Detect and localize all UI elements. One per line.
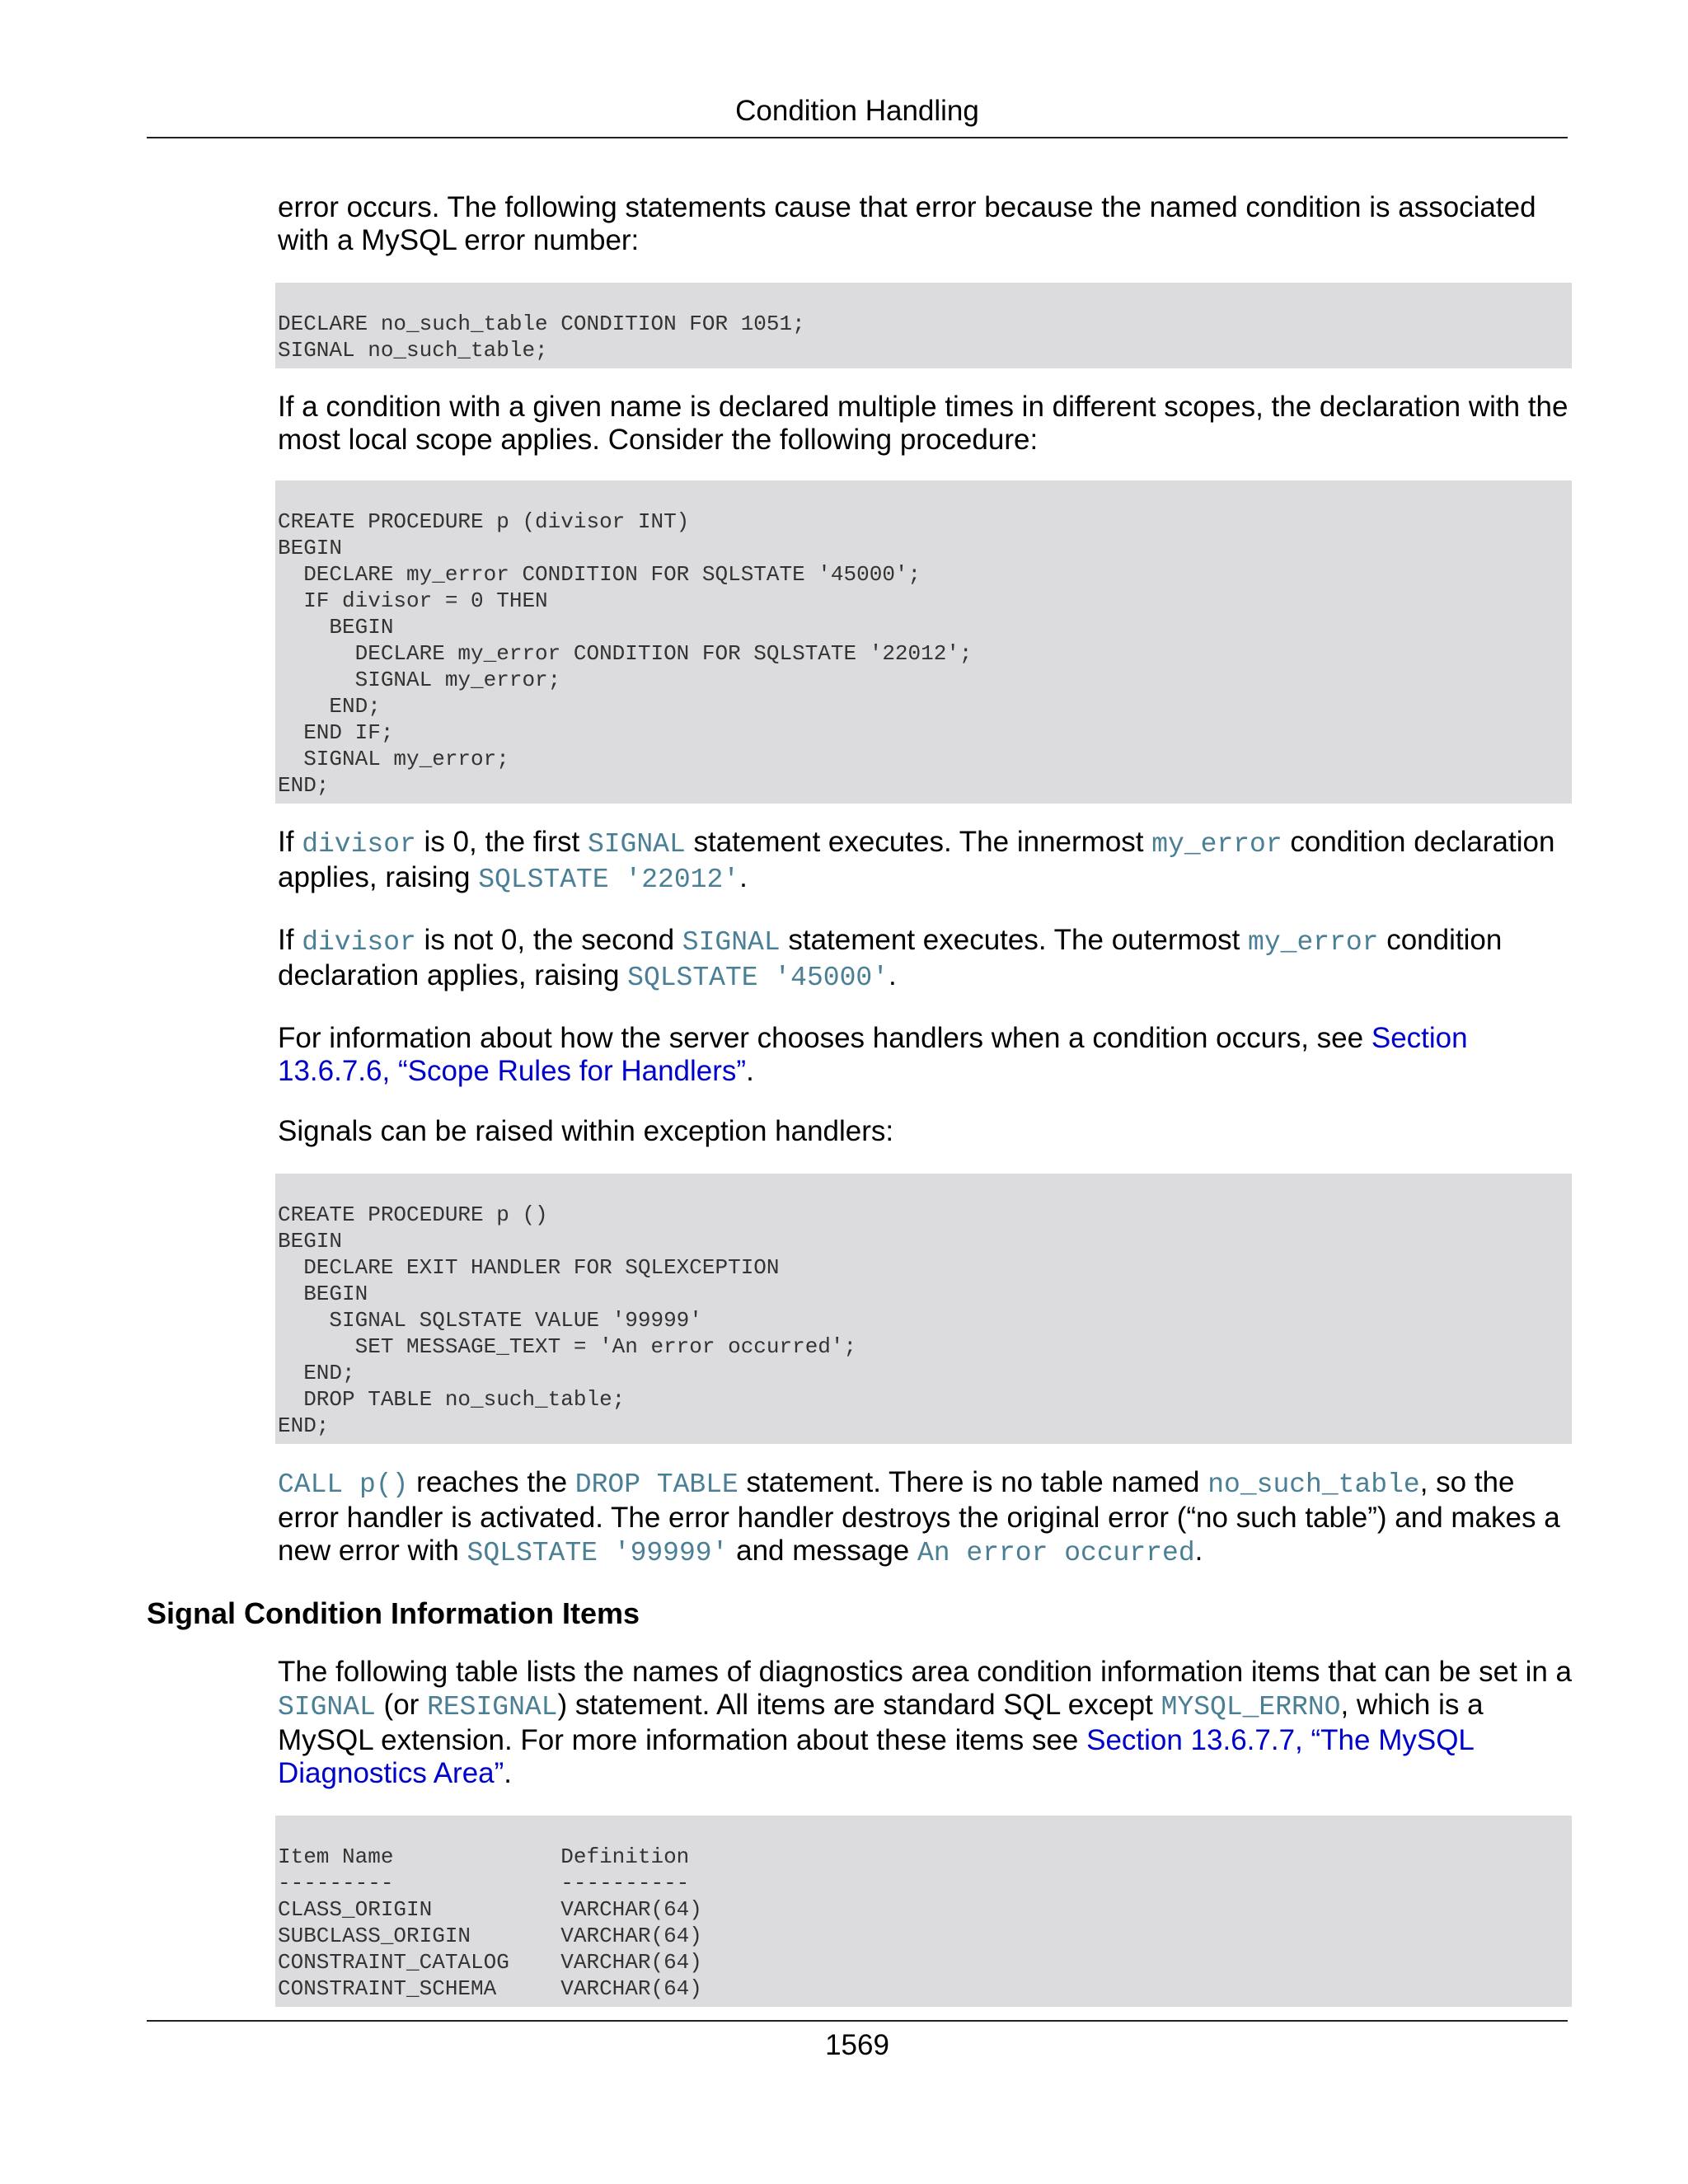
code-block-procedure-divisor: CREATE PROCEDURE p (divisor INT) BEGIN DECLARE my_error CONDITION FOR SQLSTATE '45000'; IF divisor = 0 THEN BEGIN DECLARE my_error CONDITION FOR SQLSTATE '22012'; SIGNAL my_error; END; END IF; SIGNAL my_error; END; — [275, 480, 1572, 804]
code-block-exit-handler: CREATE PROCEDURE p () BEGIN DECLARE EXIT HANDLER FOR SQLEXCEPTION BEGIN SIGNAL SQLSTATE VALUE '99999' SET MESSAGE_TEXT = 'An error occurred'; END; DROP TABLE no_such_table; END; — [275, 1174, 1572, 1444]
text: The following table lists the names of diagnostics area condition information items that can be set in a — [278, 1656, 1573, 1688]
page-content — [147, 191, 1580, 2007]
text: For information about how the server chooses handlers when a condition occurs, see — [278, 1022, 1372, 1054]
code-sqlstate-22012: SQLSTATE '22012' — [478, 865, 740, 895]
paragraph-call-p — [278, 1466, 1580, 1570]
page-footer — [147, 2020, 1568, 2064]
header-title: Condition Handling — [735, 95, 979, 127]
text: If — [278, 826, 302, 858]
paragraph-info-items — [278, 1656, 1580, 1790]
text: condition declaration applies, raising — [278, 826, 1555, 893]
text: statement executes. The outermost — [780, 924, 1249, 956]
code-divisor: divisor — [302, 927, 416, 958]
code-signal: SIGNAL — [278, 1692, 376, 1722]
text: condition declaration applies, raising — [278, 924, 1503, 991]
section-heading: Signal Condition Information Items — [147, 1596, 640, 1630]
code-no-such-table: no_such_table — [1207, 1469, 1420, 1500]
code-resignal: RESIGNAL — [427, 1692, 558, 1722]
text: , so the error handler is activated. The error handler destroys the original error (“no such table”) and makes a new error with — [278, 1466, 1560, 1567]
text: reaches the — [408, 1466, 575, 1498]
paragraph-divisor-zero — [278, 826, 1580, 897]
code-my-error: my_error — [1248, 927, 1379, 958]
text: . — [746, 1055, 754, 1087]
code-sqlstate-99999: SQLSTATE '99999' — [467, 1538, 729, 1568]
paragraph-signals-handlers: Signals can be raised within exception handlers: — [278, 1115, 894, 1147]
code-divisor: divisor — [302, 829, 416, 860]
code-mysql-errno: MYSQL_ERRNO — [1160, 1692, 1341, 1722]
code-signal: SIGNAL — [587, 829, 686, 860]
text: is not 0, the second — [415, 924, 682, 956]
text: . — [1194, 1535, 1203, 1567]
text: . — [739, 861, 748, 893]
code-my-error: my_error — [1151, 829, 1282, 860]
text: . — [889, 959, 897, 991]
code-block-items-table: Item Name Definition --------- ---------- CLASS_ORIGIN VARCHAR(64) SUBCLASS_ORIGIN VARCHAR(64) CONSTRAINT_CATALOG VARCHAR(64) CONSTRAINT_SCHEMA VARCHAR(64) — [275, 1816, 1572, 2007]
paragraph-intro: error occurs. The following statements cause that error because the named condition is associated with a MySQL error number: — [278, 191, 1536, 256]
text: . — [504, 1757, 513, 1789]
code-block-declare-signal: DECLARE no_such_table CONDITION FOR 1051; SIGNAL no_such_table; — [275, 283, 1572, 368]
code-signal: SIGNAL — [682, 927, 781, 958]
code-call-p: CALL p() — [278, 1469, 409, 1500]
text: ) statement. All items are standard SQL except — [557, 1689, 1161, 1721]
paragraph-handlers-info — [278, 1022, 1580, 1088]
page-number: 1569 — [825, 2029, 889, 2061]
page-header — [147, 92, 1568, 138]
text: , which is a MySQL extension. For more information about these items see — [278, 1689, 1484, 1756]
paragraph-divisor-nonzero — [278, 924, 1580, 995]
code-error-message: An error occurred — [917, 1538, 1195, 1568]
code-drop-table: DROP TABLE — [574, 1469, 738, 1500]
text: (or — [375, 1689, 428, 1721]
text: statement executes. The innermost — [685, 826, 1152, 858]
link-diagnostics-area[interactable]: Section 13.6.7.7, “The MySQL Diagnostics Area” — [278, 1724, 1474, 1789]
paragraph-scope: If a condition with a given name is declared multiple times in different scopes, the declaration with the most local scope applies. Consider the following procedure: — [278, 391, 1568, 456]
text: and message — [728, 1535, 917, 1567]
text: If — [278, 924, 302, 956]
link-scope-rules[interactable]: Section 13.6.7.6, “Scope Rules for Handlers” — [278, 1022, 1468, 1087]
text: is 0, the first — [415, 826, 588, 858]
text: statement. There is no table named — [738, 1466, 1208, 1498]
code-sqlstate-45000: SQLSTATE '45000' — [627, 963, 889, 993]
